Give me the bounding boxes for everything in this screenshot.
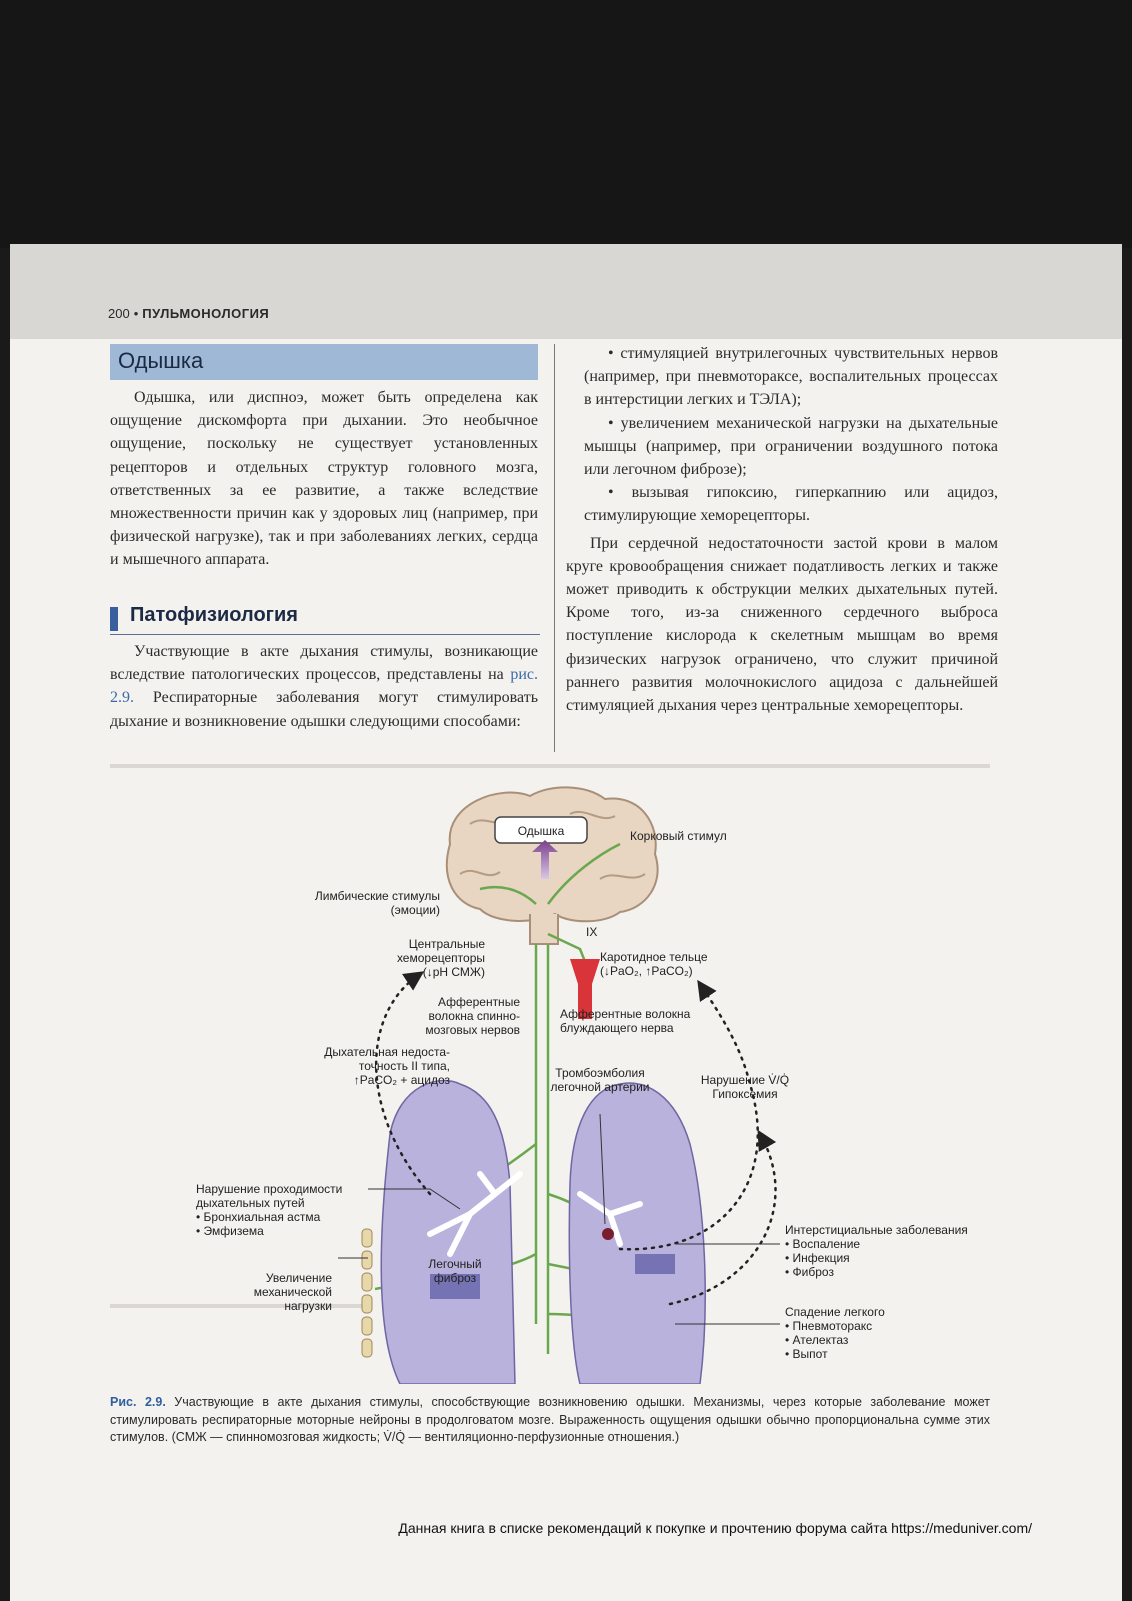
carotid-label-2: (↓PaO₂, ↑PaCO₂) [600,964,693,978]
central-label-3: (↓pH СМЖ) [422,965,485,979]
resp-failure-label-3: ↑PaCO₂ + ацидоз [353,1073,450,1087]
caption-text: Участвующие в акте дыхания стимулы, способствующие возникновению одышки. Механизмы, через которые заболевание может стимулировать респираторные моторные нейроны в продолговатом мозге. Выраженность ощущения одышки обычно пропорциональна сумме этих стимулов. (СМЖ — спинномозговая жидкость; V̇/Q̇ — вентиляционно-перфузионные отношения.) [110,1395,990,1444]
interstitial-label-1: Интерстициальные заболевания [785,1223,968,1237]
interstitial-label-3: • Инфекция [785,1251,850,1265]
pe-label-1: Тромбоэмболия [555,1066,645,1080]
scan-dark-border [0,0,1132,248]
bullet-text: вызывая гипоксию, гиперкапнию или ацидоз, стимулирующие хеморецепторы. [584,484,998,525]
fibrosis-label-1: Легочный [428,1257,482,1271]
dyspnea-label: Одышка [517,824,565,838]
airway-label-3: • Бронхиальная астма [196,1210,321,1224]
bullet-item: • стимуляцией внутрилегочных чувствительных нервов (например, при пневмотораксе, воспалительных процессах в интерстиции легких и ТЭЛА); [584,345,999,409]
collapse-label-3: • Ателектаз [785,1333,849,1347]
title-box [110,344,538,380]
collapse-label-1: Спадение легкого [785,1305,885,1319]
heart-paragraph: При сердечной недостаточности застой крови в малом круге кровообращения снижает податливость легких и также может приводить к обструкции мелких дыхательных путей. Кроме того, из-за сниженного сердечного выброса поступление кислорода к скелетным мышцам во время физических нагрузок ограничено, что служит причиной раннего развития молочнокислого ацидоза с дальнейшей стимуляцией дыхания через центральные хеморецепторы. [566,534,998,715]
intro-column [110,386,538,572]
vq-label-2: Гипоксемия [712,1087,778,1101]
bullet-text: стимуляцией внутрилегочных чувствительных нервов (например, при пневмотораксе, воспалительных процессах в интерстиции легких и ТЭЛА); [584,345,999,409]
figure-2-9 [100,784,1020,1384]
vq-label-1: Нарушение V̇/Q̇ [700,1073,790,1087]
page-top-shade [10,244,1122,339]
interstitial-patch [635,1254,675,1274]
book-page [10,244,1122,1601]
subheading-marker [110,607,118,631]
pathophys-column [110,640,538,733]
brain-illustration [447,787,658,944]
bleed-through [110,764,990,768]
airway-label-1: Нарушение проходимости [196,1182,343,1196]
figure-caption [110,1394,990,1447]
load-label-3: нагрузки [284,1299,332,1313]
spinal-label-3: мозговых нервов [425,1023,520,1037]
rib-segments [362,1229,372,1357]
dyspnea-diagram [100,784,1020,1384]
intro-paragraph: Одышка, или диспноэ, может быть определена как ощущение дискомфорта при дыхании. Это необычное ощущение, поскольку не существует установленных рецепторов и отдельных структур головного мозга, ответственных за ее развитие, а также вследствие множественности причин как у здоровых лиц (например, при физической нагрузке), так и при заболеваниях легких, сердца и мышечного аппарата. [110,389,538,569]
interstitial-label-4: • Фиброз [785,1265,834,1279]
spinal-label-1: Афферентные [438,995,520,1009]
ix-label: IX [586,925,598,939]
caption-label: Рис. 2.9. [110,1395,166,1409]
collapse-label-4: • Выпот [785,1347,828,1361]
embolus [602,1228,614,1240]
pathophys-text-2: Респираторные заболевания могут стимулировать дыхание и возникновение одышки следующими способами: [110,689,538,730]
load-label-2: механической [253,1285,332,1299]
bullet-item: • увеличением механической нагрузки на дыхательные мышцы (например, при ограничении воздушного потока или легочном фиброзе); [584,414,998,479]
central-label-1: Центральные [408,937,485,951]
subheading-text: Патофизиология [130,604,298,626]
right-lung [569,1083,705,1384]
left-lung [381,1081,515,1384]
limbic-label-2: (эмоции) [390,903,440,917]
running-header: 200 • ПУЛЬМОНОЛОГИЯ [108,306,270,321]
subheading [110,604,540,635]
interstitial-label-2: • Воспаление [785,1237,861,1251]
airway-label-4: • Эмфизема [196,1224,264,1238]
pathophys-paragraph [110,640,538,733]
figure-reference-link[interactable]: рис. 2.9. [110,666,538,707]
bullet-item: • вызывая гипоксию, гиперкапнию или ацидоз, стимулирующие хеморецепторы. [584,484,998,525]
resp-failure-label-1: Дыхательная недоста- [324,1045,450,1059]
pathophys-text-1: Участвующие в акте дыхания стимулы, возникающие вследствие патологических процессов, представлены на [110,643,538,684]
collapse-label-2: • Пневмоторакс [785,1319,873,1333]
resp-failure-label-2: точность II типа, [358,1059,450,1073]
load-label-1: Увеличение [265,1271,332,1285]
column-divider [554,344,555,752]
page-title: Одышка [118,348,204,373]
fibrosis-label-2: фиброз [433,1271,477,1285]
vagal-label-1: Афферентные волокна [560,1007,691,1021]
right-column [566,342,998,717]
footer-note: Данная книга в списке рекомендаций к покупке и прочтению форума сайта https://meduniver.com/ [398,1520,1032,1536]
bullet-text: увеличением механической нагрузки на дыхательные мышцы (например, при ограничении воздушного потока или легочном фиброзе); [584,414,998,479]
carotid-label-1: Каротидное тельце [600,950,708,964]
section-name: ПУЛЬМОНОЛОГИЯ [142,306,270,321]
spinal-label-2: волокна спинно- [428,1009,520,1023]
limbic-label-1: Лимбические стимулы [314,889,440,903]
central-label-2: хеморецепторы [396,951,485,965]
cortical-label: Корковый стимул [630,829,727,843]
pe-label-2: легочной артерии [550,1080,650,1094]
vagal-label-2: блуждающего нерва [560,1021,674,1035]
page-number: 200 [108,306,130,321]
airway-label-2: дыхательных путей [196,1196,305,1210]
